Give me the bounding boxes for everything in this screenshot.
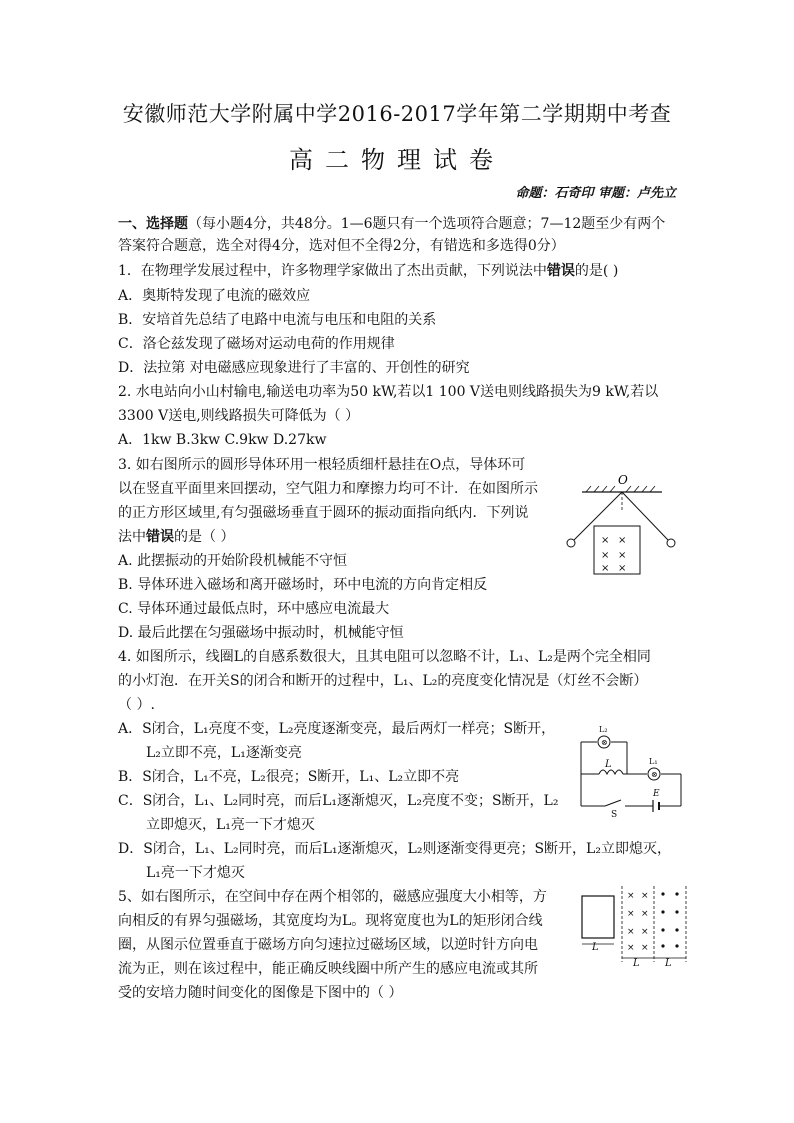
school-title: 安徽师范大学附属中学2016-2017学年第二学期期中考查 bbox=[122, 102, 672, 126]
svg-text:×: × bbox=[641, 891, 649, 901]
svg-text:×: × bbox=[641, 927, 649, 937]
q1-stem-c: 的是( ) bbox=[574, 263, 619, 279]
svg-text:×: × bbox=[627, 927, 635, 937]
authors: 命题：石奇印 审题：卢先立 bbox=[515, 186, 676, 201]
q3-line-1: 3. 如右图所示的圆形导体环用一根轻质细杆悬挂在O点，导体环可 bbox=[118, 457, 526, 473]
q1-stem bbox=[118, 261, 618, 281]
exam-title: 高二物理试卷 bbox=[289, 146, 505, 174]
q3-line-2: 以在竖直平面里来回摆动，空气阻力和摩擦力均可不计．在如图所示 bbox=[118, 481, 538, 497]
svg-text:×: × bbox=[601, 550, 610, 561]
q4-option-d-1: D．S闭合，L₁、L₂同时亮，而后L₁逐渐熄灭，L₂则逐渐变得更亮；S断开，L₂立即熄灭， bbox=[118, 841, 671, 857]
q4-line-1: 4. 如图所示，线圈L的自感系数很大，且其电阻可以忽略不计，L₁、L₂是两个完全相同 bbox=[118, 649, 651, 665]
svg-text:×: × bbox=[618, 550, 627, 561]
q1-stem-a: 1．在物理学发展过程中，许多物理学家做出了杰出贡献，下列说法中 bbox=[118, 263, 547, 279]
label-battery: E bbox=[653, 789, 660, 799]
label-switch: S bbox=[611, 810, 618, 817]
q4-option-c-1: C．S闭合，L₁、L₂同时亮，而后L₁逐渐熄灭，L₂亮度不变；S断开，L₂ bbox=[118, 793, 559, 809]
q5-line-3: 圈，从图示位置垂直于磁场方向匀速拉过磁场区域，以逆时针方向电 bbox=[118, 937, 538, 953]
svg-text:×: × bbox=[627, 891, 635, 901]
svg-text:×: × bbox=[627, 943, 635, 953]
field-width-label-2: L bbox=[665, 958, 672, 969]
svg-text:×: × bbox=[601, 535, 610, 546]
circuit-figure bbox=[575, 722, 690, 817]
q3-line-3: 的正方形区域里,有匀强磁场垂直于圆环的振动面指向纸内．下列说 bbox=[118, 505, 529, 521]
q3-line-4 bbox=[118, 527, 234, 547]
section-name: 一、选择题 bbox=[118, 216, 188, 232]
svg-text:×: × bbox=[627, 909, 635, 919]
q3-option-b: B. 导体环进入磁场和离开磁场时，环中电流的方向肯定相反 bbox=[118, 577, 488, 593]
q4-line-2: 的小灯泡．在开关S的闭合和断开的过程中，L₁、L₂的亮度变化情况是（灯丝不会断） bbox=[118, 673, 648, 689]
svg-text:⊗: ⊗ bbox=[651, 770, 658, 779]
q3-line-4-bold: 错误 bbox=[146, 529, 174, 545]
svg-text:×: × bbox=[601, 563, 610, 574]
q3-option-c: C. 导体环通过最低点时，环中感应电流最大 bbox=[118, 601, 390, 617]
coil bbox=[582, 896, 614, 938]
q4-option-d-2: L₁亮一下才熄灭 bbox=[146, 865, 245, 881]
svg-text:×: × bbox=[618, 563, 627, 574]
label-l2: L₂ bbox=[599, 725, 608, 734]
label-inductor: L bbox=[605, 759, 612, 770]
q4-option-a-2: L₂立即不亮，L₁逐渐变亮 bbox=[146, 745, 302, 761]
q4-line-3: （ ）. bbox=[118, 697, 155, 713]
section-desc-1: （每小题4分，共48分。1—6题只有一个选项符合题意；7—12题至少有两个 bbox=[188, 216, 666, 232]
coil-width-label: L bbox=[592, 942, 599, 953]
q2-line-2: 3300 V送电,则线路损失可降低为（ ） bbox=[118, 408, 360, 424]
q2-line-1: 2. 水电站向小山村输电,输送电功率为50 kW,若以1 100 V送电则线路损失为9 kW,若以 bbox=[118, 384, 659, 400]
section-desc-2: 答案符合题意，选全对得4分，选对但不全得2分，有错选和多选得0分） bbox=[118, 238, 565, 254]
q5-line-5: 受的安培力随时间变化的图像是下图中的（ ） bbox=[118, 985, 403, 1001]
q3-line-4a: 法中 bbox=[118, 529, 146, 545]
svg-text:×: × bbox=[641, 909, 649, 919]
label-l1: L₁ bbox=[649, 757, 658, 766]
q1-option-a: A．奥斯特发现了电流的磁效应 bbox=[118, 288, 311, 304]
q5-line-2: 向相反的有界匀强磁场，其宽度均为L。现将宽度也为L的矩形闭合线 bbox=[118, 913, 543, 929]
q5-line-4: 流为正，则在该过程中，能正确反映线圈中所产生的感应电流或其所 bbox=[118, 961, 538, 977]
field-coil-figure bbox=[578, 884, 693, 974]
q1-option-c: C．洛仑兹发现了磁场对运动电荷的作用规律 bbox=[118, 336, 395, 352]
q4-option-c-2: 立即熄灭，L₁亮一下才熄灭 bbox=[146, 817, 315, 833]
section-header bbox=[118, 214, 665, 234]
q1-option-b: B．安培首先总结了电路中电流与电压和电阻的关系 bbox=[118, 312, 437, 328]
svg-text:×: × bbox=[618, 535, 627, 546]
ring-right bbox=[667, 539, 675, 547]
q4-option-b: B．S闭合，L₁不亮，L₂很亮；S断开，L₁、L₂立即不亮 bbox=[118, 769, 460, 785]
q2-options: A．1kw B.3kw C.9kw D.27kw bbox=[118, 432, 327, 448]
pendulum-figure bbox=[560, 470, 680, 580]
q3-line-4c: 的是（ ） bbox=[174, 529, 235, 545]
pivot-label: O bbox=[618, 473, 628, 487]
svg-text:⊗: ⊗ bbox=[601, 738, 608, 747]
q1-option-d: D．法拉第 对电磁感应现象进行了丰富的、开创性的研究 bbox=[118, 360, 470, 376]
q3-option-d: D. 最后此摆在匀强磁场中振动时，机械能守恒 bbox=[118, 625, 404, 641]
q4-option-a-1: A．S闭合，L₁亮度不变，L₂亮度逐渐变亮，最后两灯一样亮；S断开， bbox=[118, 721, 556, 737]
q5-line-1: 5、如右图所示，在空间中存在两个相邻的，磁感应强度大小相等，方 bbox=[118, 889, 547, 905]
field-width-label-1: L bbox=[633, 958, 640, 969]
svg-text:×: × bbox=[641, 943, 649, 953]
q3-option-a: A. 此摆振动的开始阶段机械能不守恒 bbox=[118, 553, 348, 569]
q1-stem-bold: 错误 bbox=[546, 263, 575, 279]
ring-left bbox=[567, 539, 575, 547]
